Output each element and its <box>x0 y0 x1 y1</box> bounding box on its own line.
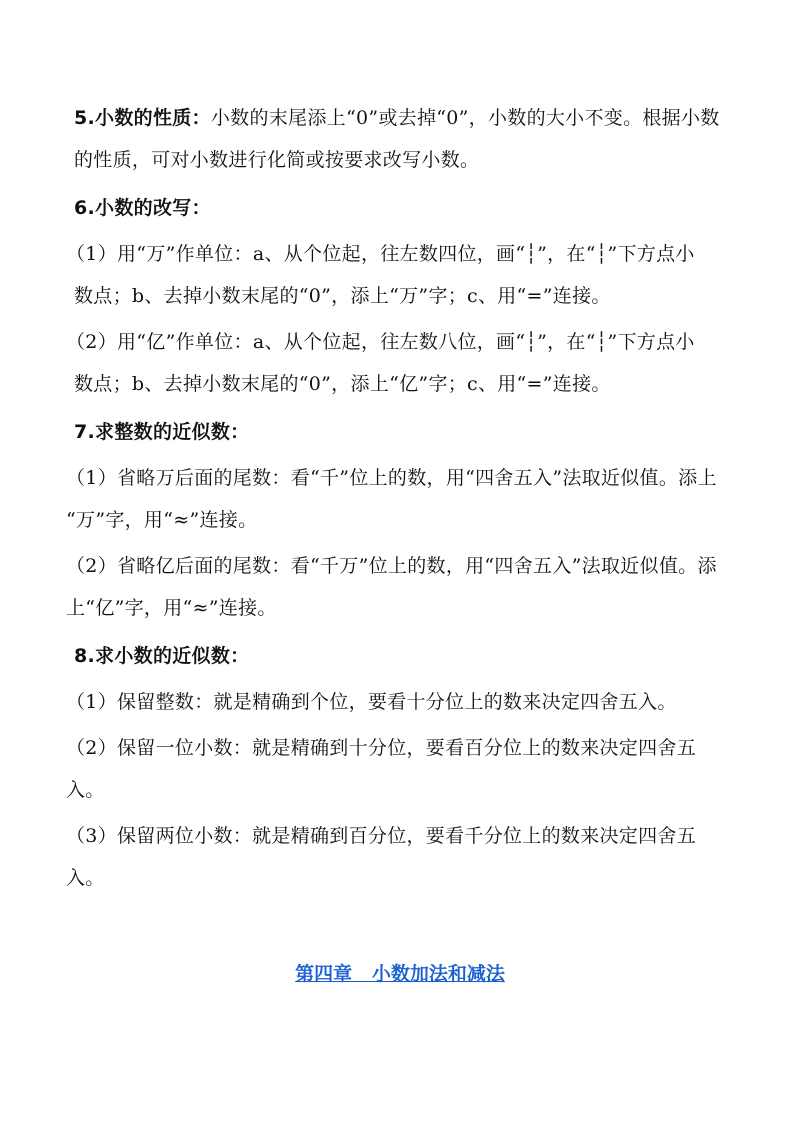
section-6-item-1-line-1: （1）用“万”作单位：a、从个位起，往左数四位，画“┆”，在“┆”下方点小 <box>66 243 695 265</box>
section-8-item-1-line-1: （1）保留整数：就是精确到个位，要看十分位上的数来决定四舍五入。 <box>66 691 677 713</box>
section-7-item-2-line-1: （2）省略亿后面的尾数：看“千万”位上的数，用“四舍五入”法取近似值。添 <box>66 555 717 577</box>
section-8-item-3-line-1: （3）保留两位小数：就是精确到百分位，要看千分位上的数来决定四舍五 <box>66 825 696 847</box>
chapter-4-title-link[interactable]: 第四章 小数加法和减法 <box>295 963 505 985</box>
section-5-line-1 <box>74 104 734 132</box>
section-6-item-1-line-2: 数点；b、去掉小数末尾的“0”，添上“万”字；c、用“=”连接。 <box>74 285 611 307</box>
section-6-item-2-line-2: 数点；b、去掉小数末尾的“0”，添上“亿”字；c、用“=”连接。 <box>74 373 611 395</box>
section-8-item-2-line-1: （2）保留一位小数：就是精确到十分位，要看百分位上的数来决定四舍五 <box>66 737 696 759</box>
section-5-heading: 5.小数的性质： <box>74 107 211 129</box>
section-8-item-3-line-2: 入。 <box>66 867 105 889</box>
section-8-item-2-line-2: 入。 <box>66 779 105 801</box>
section-7-item-1-line-1: （1）省略万后面的尾数：看“千”位上的数，用“四舍五入”法取近似值。添上 <box>66 467 717 489</box>
section-8-heading: 8.求小数的近似数： <box>74 645 250 667</box>
section-5-line-2: 的性质，可对小数进行化简或按要求改写小数。 <box>74 149 480 171</box>
section-6-heading: 6.小数的改写： <box>74 197 211 219</box>
section-7-heading: 7.求整数的近似数： <box>74 421 250 443</box>
section-5-text: 小数的末尾添上“0”或去掉“0”，小数的大小不变。根据小数 <box>210 107 720 129</box>
section-7-item-1-line-2: “万”字，用“≈”连接。 <box>66 509 258 531</box>
section-7-item-2-line-2: 上“亿”字，用“≈”连接。 <box>66 597 277 619</box>
section-6-item-2-line-1: （2）用“亿”作单位：a、从个位起，往左数八位，画“┆”，在“┆”下方点小 <box>66 331 695 353</box>
